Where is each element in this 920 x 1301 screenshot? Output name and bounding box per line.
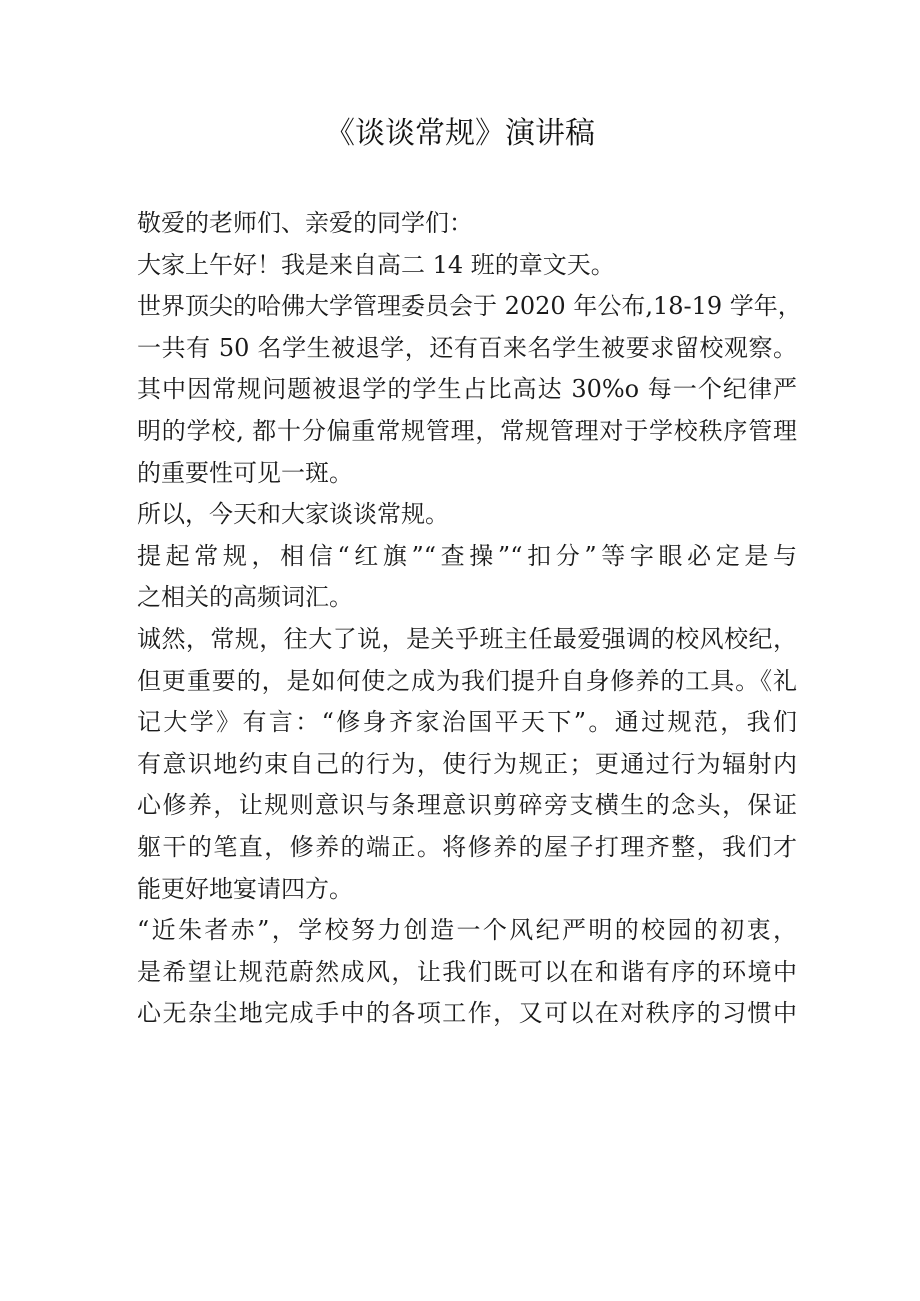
paragraph-line: 之相关的高频词汇。 — [137, 583, 353, 612]
paragraph-line: 记大学》有言：“修身齐家治国平天下”。通过规范，我们 — [137, 708, 797, 737]
salutation-line: 敬爱的老师们、亲爱的同学们： — [137, 209, 473, 237]
paragraph-line: 提起常规，相信“红旗”“查操”“扣分”等字眼必定是与 — [137, 541, 797, 570]
paragraph-line: 能更好地宴请四方。 — [137, 874, 353, 903]
paragraph-line: “近朱者赤”，学校努力创造一个风纪严明的校园的初衷， — [137, 916, 797, 945]
document-body — [137, 203, 802, 1035]
paragraph-line: 诚然，常规，往大了说，是关乎班主任最爱强调的校风校纪， — [137, 624, 797, 653]
paragraph-line: 心修养，让规则意识与条理意识剪碎旁支横生的念头，保证 — [137, 791, 797, 820]
paragraph-line: 躯干的笔直，修养的端正。将修养的屋子打理齐整，我们才 — [137, 832, 797, 861]
document-title: 《谈谈常规》演讲稿 — [325, 116, 595, 151]
greeting-line: 大家上午好！我是来自高二 14 班的章文天。 — [137, 250, 615, 279]
paragraph-line: 世界顶尖的哈佛大学管理委员会于 2020 年公布,18-19 学年， — [137, 292, 802, 321]
paragraph-line: 心无杂尘地完成手中的各项工作，又可以在对秩序的习惯中 — [137, 999, 797, 1028]
paragraph-line: 是希望让规范蔚然成风，让我们既可以在和谐有序的环境中 — [137, 957, 797, 986]
paragraph-line: 有意识地约束自己的行为，使行为规正；更通过行为辐射内 — [137, 749, 797, 778]
paragraph-line: 的重要性可见一斑。 — [137, 458, 353, 487]
paragraph-line: 所以，今天和大家谈谈常规。 — [137, 500, 449, 529]
paragraph-line: 一共有 50 名学生被退学，还有百来名学生被要求留校观察。 — [137, 333, 797, 362]
paragraph-line: 其中因常规问题被退学的学生占比高达 30%o 每一个纪律严 — [137, 375, 797, 404]
paragraph-line: 明的学校, 都十分偏重常规管理，常规管理对于学校秩序管理 — [137, 416, 797, 445]
paragraph-line: 但更重要的，是如何使之成为我们提升自身修养的工具。《礼 — [137, 666, 797, 695]
